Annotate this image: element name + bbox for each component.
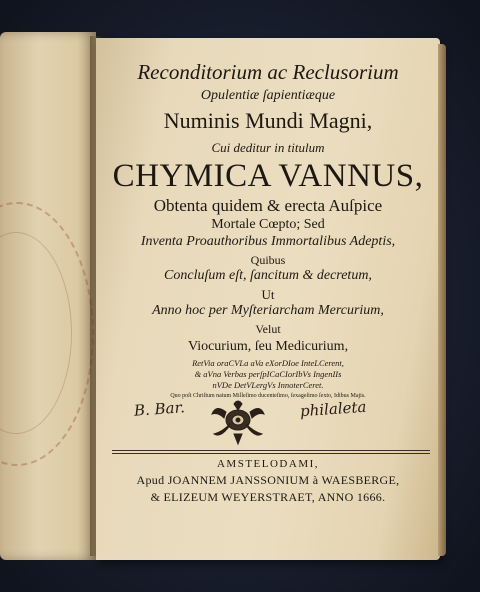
main-title-chymica-vannus: CHYMICA VANNUS, bbox=[112, 158, 424, 194]
title-line-obtenta: Obtenta quidem & erecta Auſpice bbox=[153, 196, 383, 215]
printers-ornament bbox=[208, 398, 268, 446]
handwritten-signature-left: B. Bar. bbox=[133, 398, 186, 420]
handwritten-signature-right: philaleta bbox=[299, 397, 367, 421]
left-facing-page bbox=[0, 32, 96, 560]
imprint-city: AMSTELODAMI, bbox=[216, 458, 320, 470]
title-line-ut: Ut bbox=[261, 287, 275, 302]
top-rule bbox=[112, 450, 430, 451]
top-rule-inner bbox=[112, 453, 430, 454]
title-line-inventa: Inventa Proauthoribus Immortalibus Adeptis, bbox=[140, 234, 396, 249]
title-line-reconditorium: Reconditorium ac Reclusorium bbox=[137, 60, 399, 84]
title-line-quibus: Quibus bbox=[250, 253, 286, 267]
chronogram-line-1: RetVia oraCVLa aVa eXorDIoe InteLCerent, bbox=[192, 358, 344, 368]
chronogram-line-2: & aVna Verbas perſpICaCIorIbVs IngenIIs bbox=[194, 369, 342, 379]
chronogram-line-3: nVDe DetVLergVs InnoterCeret. bbox=[212, 380, 324, 390]
title-line-conclusum: Concluſum eſt, ſancitum & decretum, bbox=[164, 268, 372, 283]
title-line-numinis: Numinis Mundi Magni, bbox=[163, 108, 373, 133]
title-line-anno-hoc: Anno hoc per Myſteriarcham Mercurium, bbox=[152, 303, 384, 318]
title-line-viocurium: Viocurium, ſeu Medicurium, bbox=[187, 339, 349, 354]
title-line-velut: Velut bbox=[255, 322, 281, 336]
imprint-publisher: Apud JOANNEM JANSSONIUM à WAESBERGE, bbox=[136, 473, 400, 487]
date-note: Quo poſt Chriſtum natum Milleſimo ducenteſimo, ſexageſimo ſexto, Idibus Majis. bbox=[170, 393, 366, 399]
title-line-mortale: Mortale Cœpto; Sed bbox=[211, 217, 325, 232]
imprint-year: & ELIZEUM WEYERSTRAET, ANNO 1666. bbox=[150, 490, 386, 504]
title-line-cui-deditur: Cui deditur in titulum bbox=[211, 140, 325, 155]
title-line-opulentiae: Opulentiæ ſapientiæque bbox=[200, 88, 336, 103]
